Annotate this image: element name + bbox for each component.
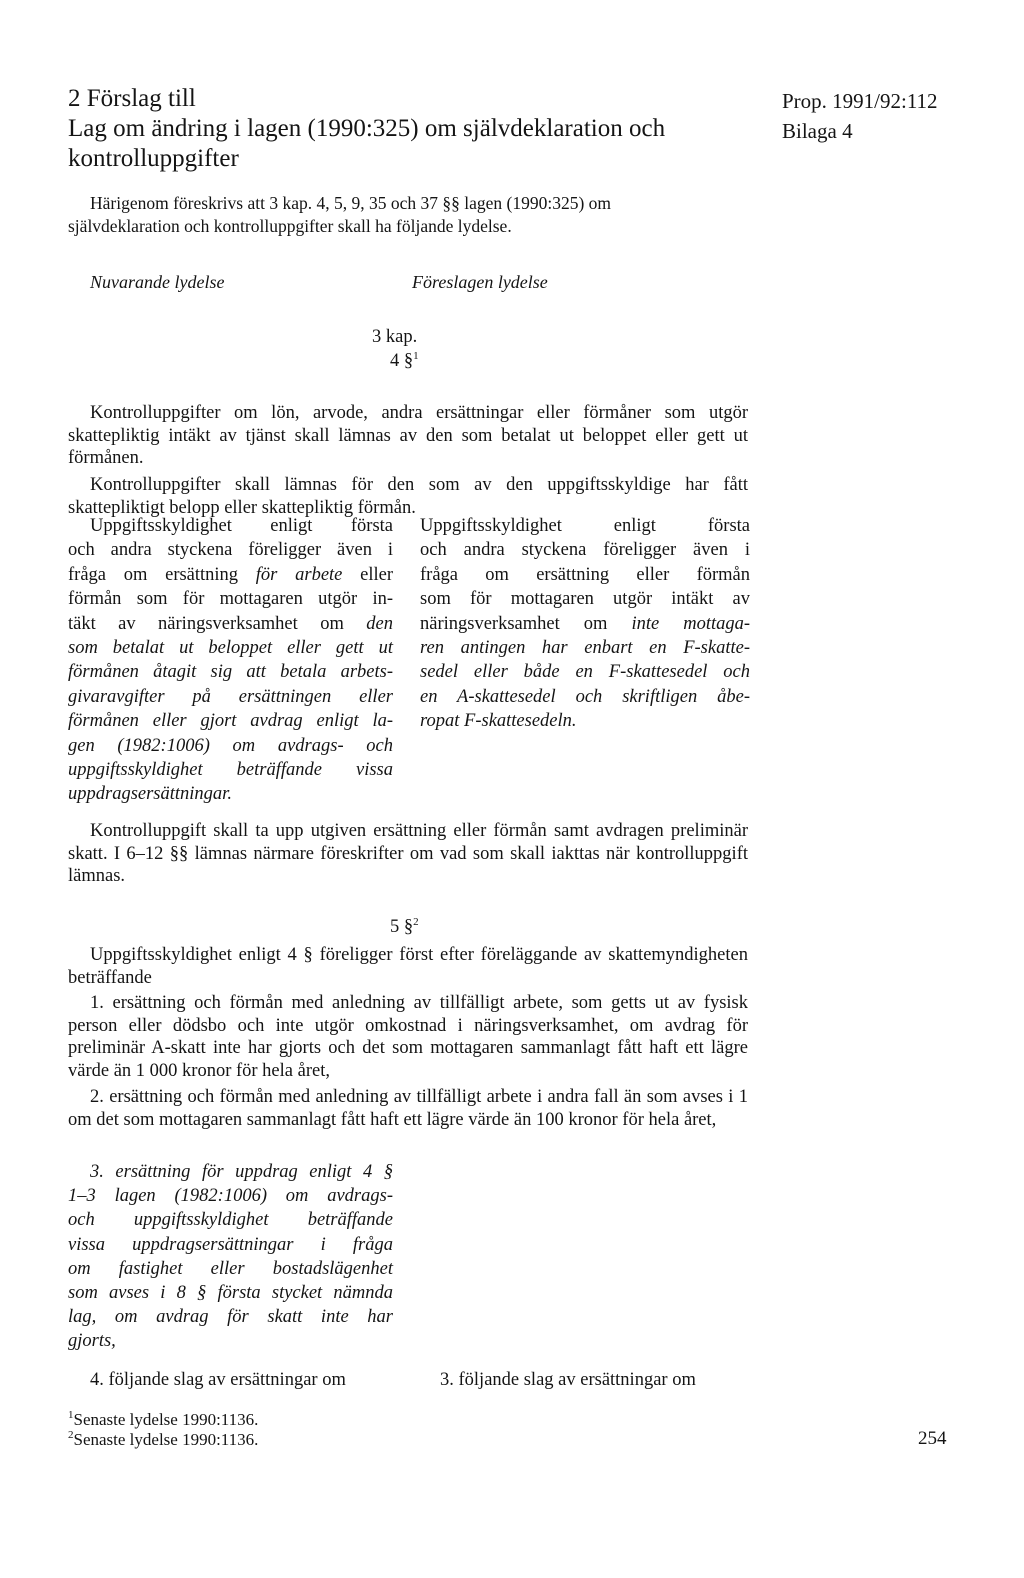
current-line: förmånen åtagit sig att betala arbets- — [68, 662, 393, 683]
proposed-line: ropat F-skattesedeln. — [420, 711, 577, 732]
current-line: 1–3 lagen (1982:1006) om avdrags- — [68, 1186, 393, 1207]
section-5-current-item-3 — [68, 1160, 393, 1354]
page-number: 254 — [918, 1428, 947, 1449]
proposed-line: en A-skattesedel och skriftligen åbe- — [420, 686, 750, 707]
title-line-2: Lag om ändring i lagen (1990:325) om självdeklaration och — [68, 115, 666, 142]
current-line: som betalat ut beloppet eller gett ut — [68, 638, 393, 659]
footnote-1-number: 1 — [68, 1409, 74, 1421]
section-4-paragraph-1: Kontrolluppgifter om lön, arvode, andra ersättningar eller förmåner som utgör skattepliktig intäkt av tjänst skall lämnas av den som betalat ut beloppet eller gett ut förmånen. — [68, 403, 748, 468]
chapter-heading: 3 kap. — [372, 327, 418, 347]
footnote-2-number: 2 — [68, 1429, 74, 1441]
current-line: vissa uppdragsersättningar i fråga — [68, 1234, 393, 1255]
current-line: förmånen eller gjort avdrag enligt la- — [68, 711, 393, 732]
current-line: och andra styckena föreligger även i — [68, 540, 393, 561]
proposed-line: sedel eller både en F-skattesedel och — [420, 662, 750, 683]
current-line: och uppgiftsskyldighet beträffande — [68, 1210, 393, 1231]
current-line: fråga om ersättning för arbete eller — [68, 564, 393, 585]
section-5-item-2: 2. ersättning och förmån med anledning av tillfälligt arbete i andra fall än som avses i 1 om det som mottagaren sammanlagt fått haft ett lägre värde än 100 kronor för hela året, — [68, 1087, 748, 1130]
section-5-item-1: 1. ersättning och förmån med anledning av tillfälligt arbete, som getts ut av fysisk person eller dödsbo och inte utgör omkostnad i näringsverksamhet, om avdrag för preliminär A-skatt inte har gjorts och det som mottagaren sammanlagt fått haft ett lägre värde än 1 000 kronor för hela året, — [68, 993, 748, 1081]
footnote-ref-1: 1 — [413, 350, 419, 362]
section-5-heading — [390, 916, 419, 939]
current-line: uppdragsersättningar. — [68, 784, 232, 805]
section-4-current-wording — [68, 514, 393, 807]
footnote-ref-2: 2 — [413, 916, 419, 928]
footnote-2-text: Senaste lydelse 1990:1136. — [73, 1430, 259, 1449]
prop-reference: Prop. 1991/92:112 — [782, 89, 938, 113]
intro-line-1: Härigenom föreskrivs att 3 kap. 4, 5, 9, 35 och 37 §§ lagen (1990:325) om — [90, 193, 612, 213]
section-4-paragraph-4: Kontrolluppgift skall ta upp utgiven ersättning eller förmån samt avdragen preliminär skatt. I 6–12 §§ lämnas närmare föreskrifter om vad som skall iakttas när kontrolluppgift lämnas. — [68, 821, 748, 886]
column-heading-current: Nuvarande lydelse — [90, 272, 225, 292]
intro-line-2: självdeklaration och kontrolluppgifter skall ha följande lydelse. — [68, 215, 512, 236]
document-title — [68, 84, 665, 174]
proposed-line: och andra styckena föreligger även i — [420, 540, 750, 561]
intro-paragraph — [68, 192, 748, 237]
proposed-line: fråga om ersättning eller förmån — [420, 564, 750, 585]
section-5-current-item-4: 4. följande slag av ersättningar om — [90, 1370, 346, 1390]
section-4-number: 4 § — [390, 351, 414, 371]
section-4-proposed-wording — [420, 514, 750, 734]
current-line: gjorts, — [68, 1331, 116, 1352]
current-line: givaravgifter på ersättningen eller — [68, 686, 393, 707]
current-line: lag, om avdrag för skatt inte har — [68, 1307, 393, 1328]
proposed-line: ren antingen har enbart en F-skatte- — [420, 638, 750, 659]
footnote-1 — [68, 1410, 258, 1430]
proposed-line: Uppgiftsskyldighet enligt första — [420, 516, 750, 536]
footnote-1-text: Senaste lydelse 1990:1136. — [73, 1410, 259, 1429]
current-line: om fastighet eller bostadslägenhet — [68, 1258, 393, 1279]
title-line-3: kontrolluppgifter — [68, 145, 239, 172]
current-line: gen (1982:1006) om avdrags- och — [68, 735, 393, 756]
current-line: uppgiftsskyldighet beträffande vissa — [68, 760, 393, 781]
section-4-paragraph-2: Kontrolluppgifter skall lämnas för den som av den uppgiftsskyldige har fått skattepliktigt belopp eller skattepliktig förmån. — [68, 475, 748, 518]
bilaga-label: Bilaga 4 — [782, 119, 853, 143]
section-5-number: 5 § — [390, 917, 414, 937]
current-line: 3. ersättning för uppdrag enligt 4 § — [90, 1162, 393, 1182]
current-line: förmån som för mottagaren utgör in- — [68, 589, 393, 610]
current-line: täkt av näringsverksamhet om den — [68, 613, 393, 634]
section-4-heading — [390, 350, 419, 373]
section-5-proposed-item-3: 3. följande slag av ersättningar om — [440, 1370, 696, 1390]
current-line: som avses i 8 § första stycket nämnda — [68, 1283, 393, 1304]
column-heading-proposed: Föreslagen lydelse — [412, 272, 548, 292]
title-line-1: 2 Förslag till — [68, 85, 196, 112]
section-5-paragraph-1: Uppgiftsskyldighet enligt 4 § föreligger först efter föreläggande av skattemyndigheten beträffande — [68, 945, 748, 988]
proposed-line: näringsverksamhet om inte mottaga- — [420, 613, 751, 634]
footnote-2 — [68, 1430, 258, 1450]
current-line: Uppgiftsskyldighet enligt första — [90, 516, 393, 536]
proposed-line: som för mottagaren utgör intäkt av — [420, 589, 750, 610]
